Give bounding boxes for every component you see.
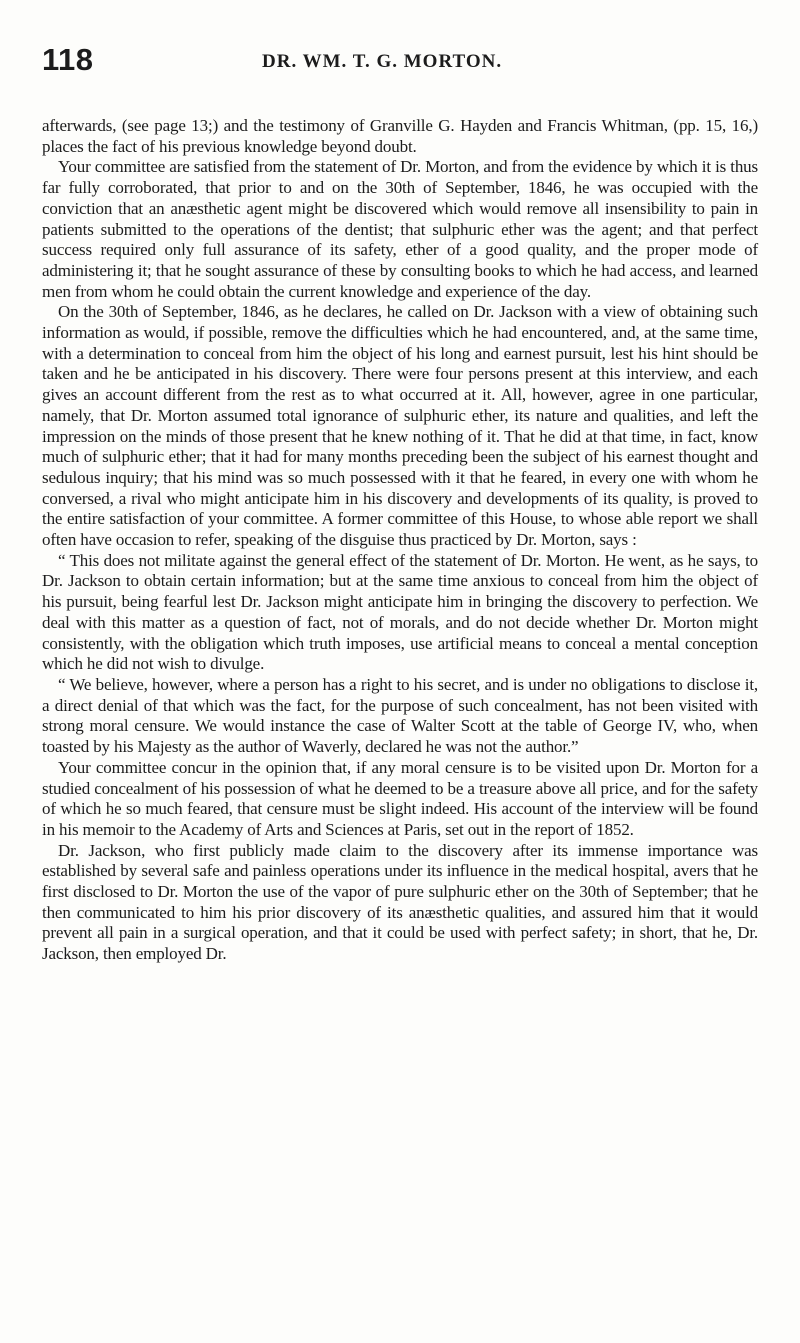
body-text: [42, 116, 758, 965]
paragraph: afterwards, (see page 13;) and the testimony of Granville G. Hayden and Francis Whitman, (pp. 15, 16,) places the fact of his previous knowledge beyond doubt.: [42, 116, 758, 156]
page-number: 118: [42, 42, 94, 77]
running-header: [42, 44, 758, 88]
paragraph: “ This does not militate against the general effect of the statement of Dr. Morton. He went, as he says, to Dr. Jackson to obtain certain information; but at the same time anxious to conceal from him the object of his pursuit, being fearful lest Dr. Jackson might anticipate him in bringing the discovery to perfection. We deal with this matter as a question of fact, not of morals, and do not decide whether Dr. Morton might consistently, with the obligation which truth imposes, use artificial means to conceal a mental conception which he did not wish to divulge.: [42, 550, 758, 674]
document-page: [42, 44, 758, 965]
paragraph: Dr. Jackson, who first publicly made claim to the discovery after its immense importance was established by several safe and painless operations under its influence in the medical hospital, avers that he first disclosed to Dr. Morton the use of the vapor of pure sulphuric ether on the 30th of September; that he then communicated to him his prior discovery of its anæsthetic qualities, and assured him that it would prevent all pain in a surgical operation, and that it could be used with perfect safety; in short, that he, Dr. Jackson, then employed Dr.: [42, 840, 758, 964]
paragraph: Your committee are satisfied from the statement of Dr. Morton, and from the evidence by which it is thus far fully corroborated, that prior to and on the 30th of September, 1846, he was occupied with the conviction that an anæsthetic agent might be discovered which would remove all insensibility to pain in patients submitted to the operations of the dentist; that sulphuric ether was the agent; and that perfect success required only full assurance of its safety, ether of a good quality, and the proper mode of administering it; that he sought assurance of these by consulting books to which he had access, and learned men from whom he could obtain the current knowledge and experience of the day.: [42, 157, 758, 301]
paragraph: On the 30th of September, 1846, as he declares, he called on Dr. Jackson with a view of obtaining such information as would, if possible, remove the difficulties which he had encountered, and, at the same time, with a determination to conceal from him the object of his long and earnest pursuit, lest his hint should be taken and he be anticipated in his discovery. There were four persons present at this interview, and each gives an account different from the rest as to what occurred at it. All, however, agree in one particular, namely, that Dr. Morton assumed total ignorance of sulphuric ether, its nature and qualities, and left the impression on the minds of those present that he knew nothing of it. That he did at that time, in fact, know much of sulphuric ether; that it had for many months preceding been the subject of his earnest thought and sedulous inquiry; that his mind was so much possessed with it that he feared, in every one with whom he conversed, a rival who might anticipate him in his discovery and developments of its quality, is proved to the entire satisfaction of your committee. A former committee of this House, to whose able report we shall often have occasion to refer, speaking of the disguise thus practiced by Dr. Morton, says :: [42, 302, 758, 550]
paragraph: “ We believe, however, where a person has a right to his secret, and is under no obligations to disclose it, a direct denial of that which was the fact, for the purpose of such concealment, has not been visited with strong moral censure. We would instance the case of Walter Scott at the table of George IV, who, when toasted by his Majesty as the author of Waverly, declared he was not the author.”: [42, 674, 758, 757]
paragraph: Your committee concur in the opinion that, if any moral censure is to be visited upon Dr. Morton for a studied concealment of his possession of what he deemed to be a treasure above all price, and for the safety of which he so much feared, that censure must be slight indeed. His account of the interview will be found in his memoir to the Academy of Arts and Sciences at Paris, set out in the report of 1852.: [42, 757, 758, 839]
running-title: DR. WM. T. G. MORTON.: [262, 51, 503, 72]
